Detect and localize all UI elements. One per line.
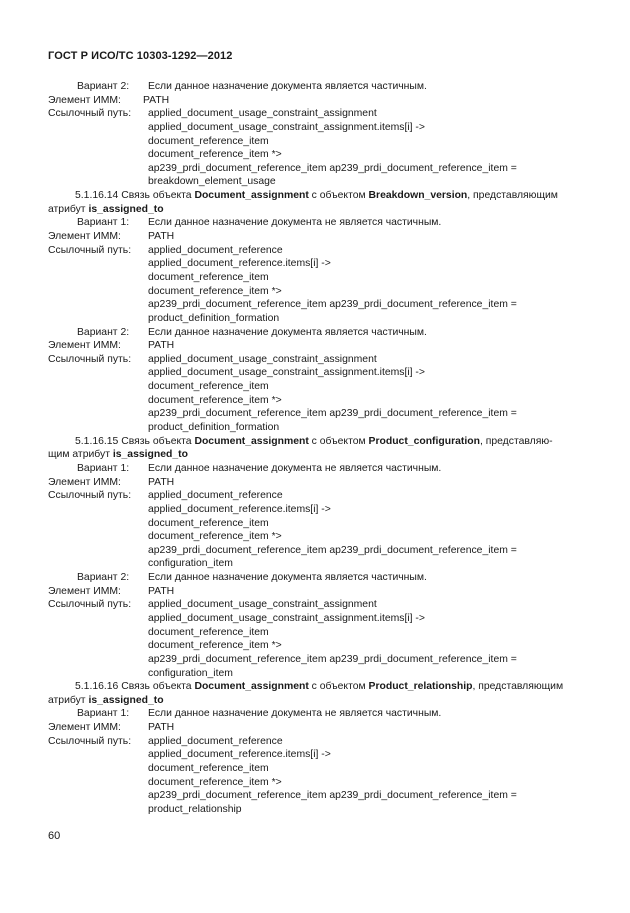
ref-path-row [48, 148, 588, 162]
element-value: PATH [148, 231, 175, 243]
ref-path-row [48, 667, 588, 681]
ref-path-row [48, 626, 588, 640]
element-label: Элемент ИММ: [48, 231, 121, 243]
element-row [48, 721, 588, 735]
variant-text: Если данное назначение документа является частичным. [148, 572, 427, 584]
ref-path-row [48, 135, 588, 149]
ref-path-row [48, 735, 588, 749]
ref-path-line: document_reference_item [148, 271, 269, 283]
ref-path-line: product_definition_formation [148, 422, 280, 434]
variant-text: Если данное назначение документа является частичным. [148, 326, 427, 338]
element-row [48, 230, 588, 244]
variant-text: Если данное назначение документа не является частичным. [148, 462, 442, 474]
ref-path-label: Ссылочный путь: [48, 353, 132, 365]
section-heading-continuation: атрибут is_assigned_to [48, 694, 164, 706]
variant-text: Если данное назначение документа не является частичным. [148, 217, 442, 229]
ref-path-row [48, 421, 588, 435]
ref-path-line: document_reference_item [148, 381, 269, 393]
ref-path-line: applied_document_usage_constraint_assignment [148, 353, 377, 365]
variant-row [48, 571, 588, 585]
ref-path-line: breakdown_element_usage [148, 176, 276, 188]
ref-path-line: ap239_prdi_document_reference_item ap239_prdi_document_reference_item = [148, 408, 517, 420]
document-body [48, 80, 588, 817]
ref-path-line: applied_document_usage_constraint_assignment [148, 108, 377, 120]
ref-path-line: document_reference_item *> [148, 776, 282, 788]
ref-path-row [48, 803, 588, 817]
element-row [48, 585, 588, 599]
element-value: PATH [148, 340, 175, 352]
ref-path-row [48, 639, 588, 653]
ref-path-line: applied_document_reference.items[i] -> [148, 503, 331, 515]
ref-path-row [48, 298, 588, 312]
section-heading-5-1-16-16: 5.1.16.16 Связь объекта Document_assignment с объектом Product_relationship, представляющим [75, 681, 564, 693]
ref-path-line: document_reference_item [148, 517, 269, 529]
ref-path-row [48, 271, 588, 285]
page-number: 60 [48, 830, 61, 842]
ref-path-line: ap239_prdi_document_reference_item ap239_prdi_document_reference_item = [148, 544, 517, 556]
ref-path-row [48, 312, 588, 326]
variant-label: Вариант 2: [77, 572, 130, 584]
ref-path-label: Ссылочный путь: [48, 735, 132, 747]
variant-text: Если данное назначение документа не является частичным. [148, 708, 442, 720]
element-value: PATH [143, 94, 170, 106]
element-value: PATH [148, 585, 175, 597]
ref-path-row [48, 489, 588, 503]
ref-path-row [48, 366, 588, 380]
element-row [48, 476, 588, 490]
ref-path-row [48, 762, 588, 776]
section-heading-5-1-16-14: 5.1.16.14 Связь объекта Document_assignment с объектом Breakdown_version, представляющим [75, 190, 558, 202]
variant-text: Если данное назначение документа является частичным. [148, 81, 427, 92]
ref-path-line: applied_document_reference [148, 490, 283, 502]
ref-path-line: applied_document_reference.items[i] -> [148, 258, 331, 270]
variant-label: Вариант 1: [77, 217, 130, 229]
ref-path-row [48, 517, 588, 531]
ref-path-row [48, 380, 588, 394]
variant-row [48, 216, 588, 230]
variant-label: Вариант 2: [77, 326, 130, 338]
ref-path-label: Ссылочный путь: [48, 490, 132, 502]
ref-path-line: ap239_prdi_document_reference_item ap239_prdi_document_reference_item = [148, 653, 517, 665]
ref-path-row [48, 394, 588, 408]
ref-path-row [48, 789, 588, 803]
ref-path-row [48, 557, 588, 571]
section-heading-continuation: атрибут is_assigned_to [48, 203, 164, 215]
section-heading-5-1-16-15: 5.1.16.15 Связь объекта Document_assignment с объектом Product_configuration, представляю- [75, 435, 553, 447]
variant-row [48, 462, 588, 476]
variant-row [48, 707, 588, 721]
ref-path-row [48, 107, 588, 121]
ref-path-row [48, 257, 588, 271]
ref-path-row [48, 353, 588, 367]
ref-path-line: applied_document_reference.items[i] -> [148, 749, 331, 761]
ref-path-line: product_definition_formation [148, 312, 280, 324]
variant-label: Вариант 1: [77, 708, 130, 720]
element-label: Элемент ИММ: [48, 585, 121, 597]
ref-path-line: document_reference_item *> [148, 394, 282, 406]
element-row [48, 339, 588, 353]
ref-path-row [48, 598, 588, 612]
element-row [48, 94, 588, 108]
ref-path-line: document_reference_item [148, 135, 269, 147]
variant-row [48, 326, 588, 340]
variant-row [48, 80, 588, 94]
ref-path-label: Ссылочный путь: [48, 108, 132, 120]
ref-path-line: document_reference_item [148, 626, 269, 638]
ref-path-row [48, 612, 588, 626]
ref-path-row [48, 776, 588, 790]
ref-path-line: applied_document_usage_constraint_assignment.items[i] -> [148, 121, 425, 133]
ref-path-row [48, 285, 588, 299]
ref-path-line: applied_document_usage_constraint_assignment.items[i] -> [148, 367, 425, 379]
ref-path-row [48, 162, 588, 176]
element-value: PATH [148, 476, 175, 488]
ref-path-row [48, 544, 588, 558]
section-heading-continuation: щим атрибут is_assigned_to [48, 449, 188, 461]
element-value: PATH [148, 722, 175, 734]
variant-label: Вариант 2: [77, 81, 130, 92]
element-label: Элемент ИММ: [48, 340, 121, 352]
ref-path-row [48, 653, 588, 667]
ref-path-line: document_reference_item *> [148, 149, 282, 161]
ref-path-line: ap239_prdi_document_reference_item ap239_prdi_document_reference_item = [148, 299, 517, 311]
ref-path-label: Ссылочный путь: [48, 599, 132, 611]
ref-path-line: configuration_item [148, 667, 233, 679]
ref-path-line: document_reference_item *> [148, 285, 282, 297]
element-label: Элемент ИММ: [48, 94, 121, 106]
ref-path-row [48, 748, 588, 762]
ref-path-row [48, 244, 588, 258]
ref-path-line: product_relationship [148, 803, 242, 815]
ref-path-line: ap239_prdi_document_reference_item ap239_prdi_document_reference_item = [148, 790, 517, 802]
ref-path-line: applied_document_usage_constraint_assignment.items[i] -> [148, 612, 425, 624]
ref-path-line: document_reference_item [148, 763, 269, 775]
ref-path-line: document_reference_item *> [148, 531, 282, 543]
ref-path-label: Ссылочный путь: [48, 244, 132, 256]
ref-path-line: configuration_item [148, 558, 233, 570]
ref-path-line: document_reference_item *> [148, 640, 282, 652]
ref-path-line: applied_document_reference [148, 244, 283, 256]
document-header: ГОСТ Р ИСО/ТС 10303-1292—2012 [48, 50, 233, 62]
ref-path-row [48, 530, 588, 544]
ref-path-line: ap239_prdi_document_reference_item ap239_prdi_document_reference_item = [148, 162, 517, 174]
element-label: Элемент ИММ: [48, 722, 121, 734]
variant-label: Вариант 1: [77, 462, 130, 474]
ref-path-row [48, 503, 588, 517]
ref-path-row [48, 121, 588, 135]
ref-path-row [48, 175, 588, 189]
ref-path-row [48, 407, 588, 421]
element-label: Элемент ИММ: [48, 476, 121, 488]
ref-path-line: applied_document_usage_constraint_assignment [148, 599, 377, 611]
ref-path-line: applied_document_reference [148, 735, 283, 747]
